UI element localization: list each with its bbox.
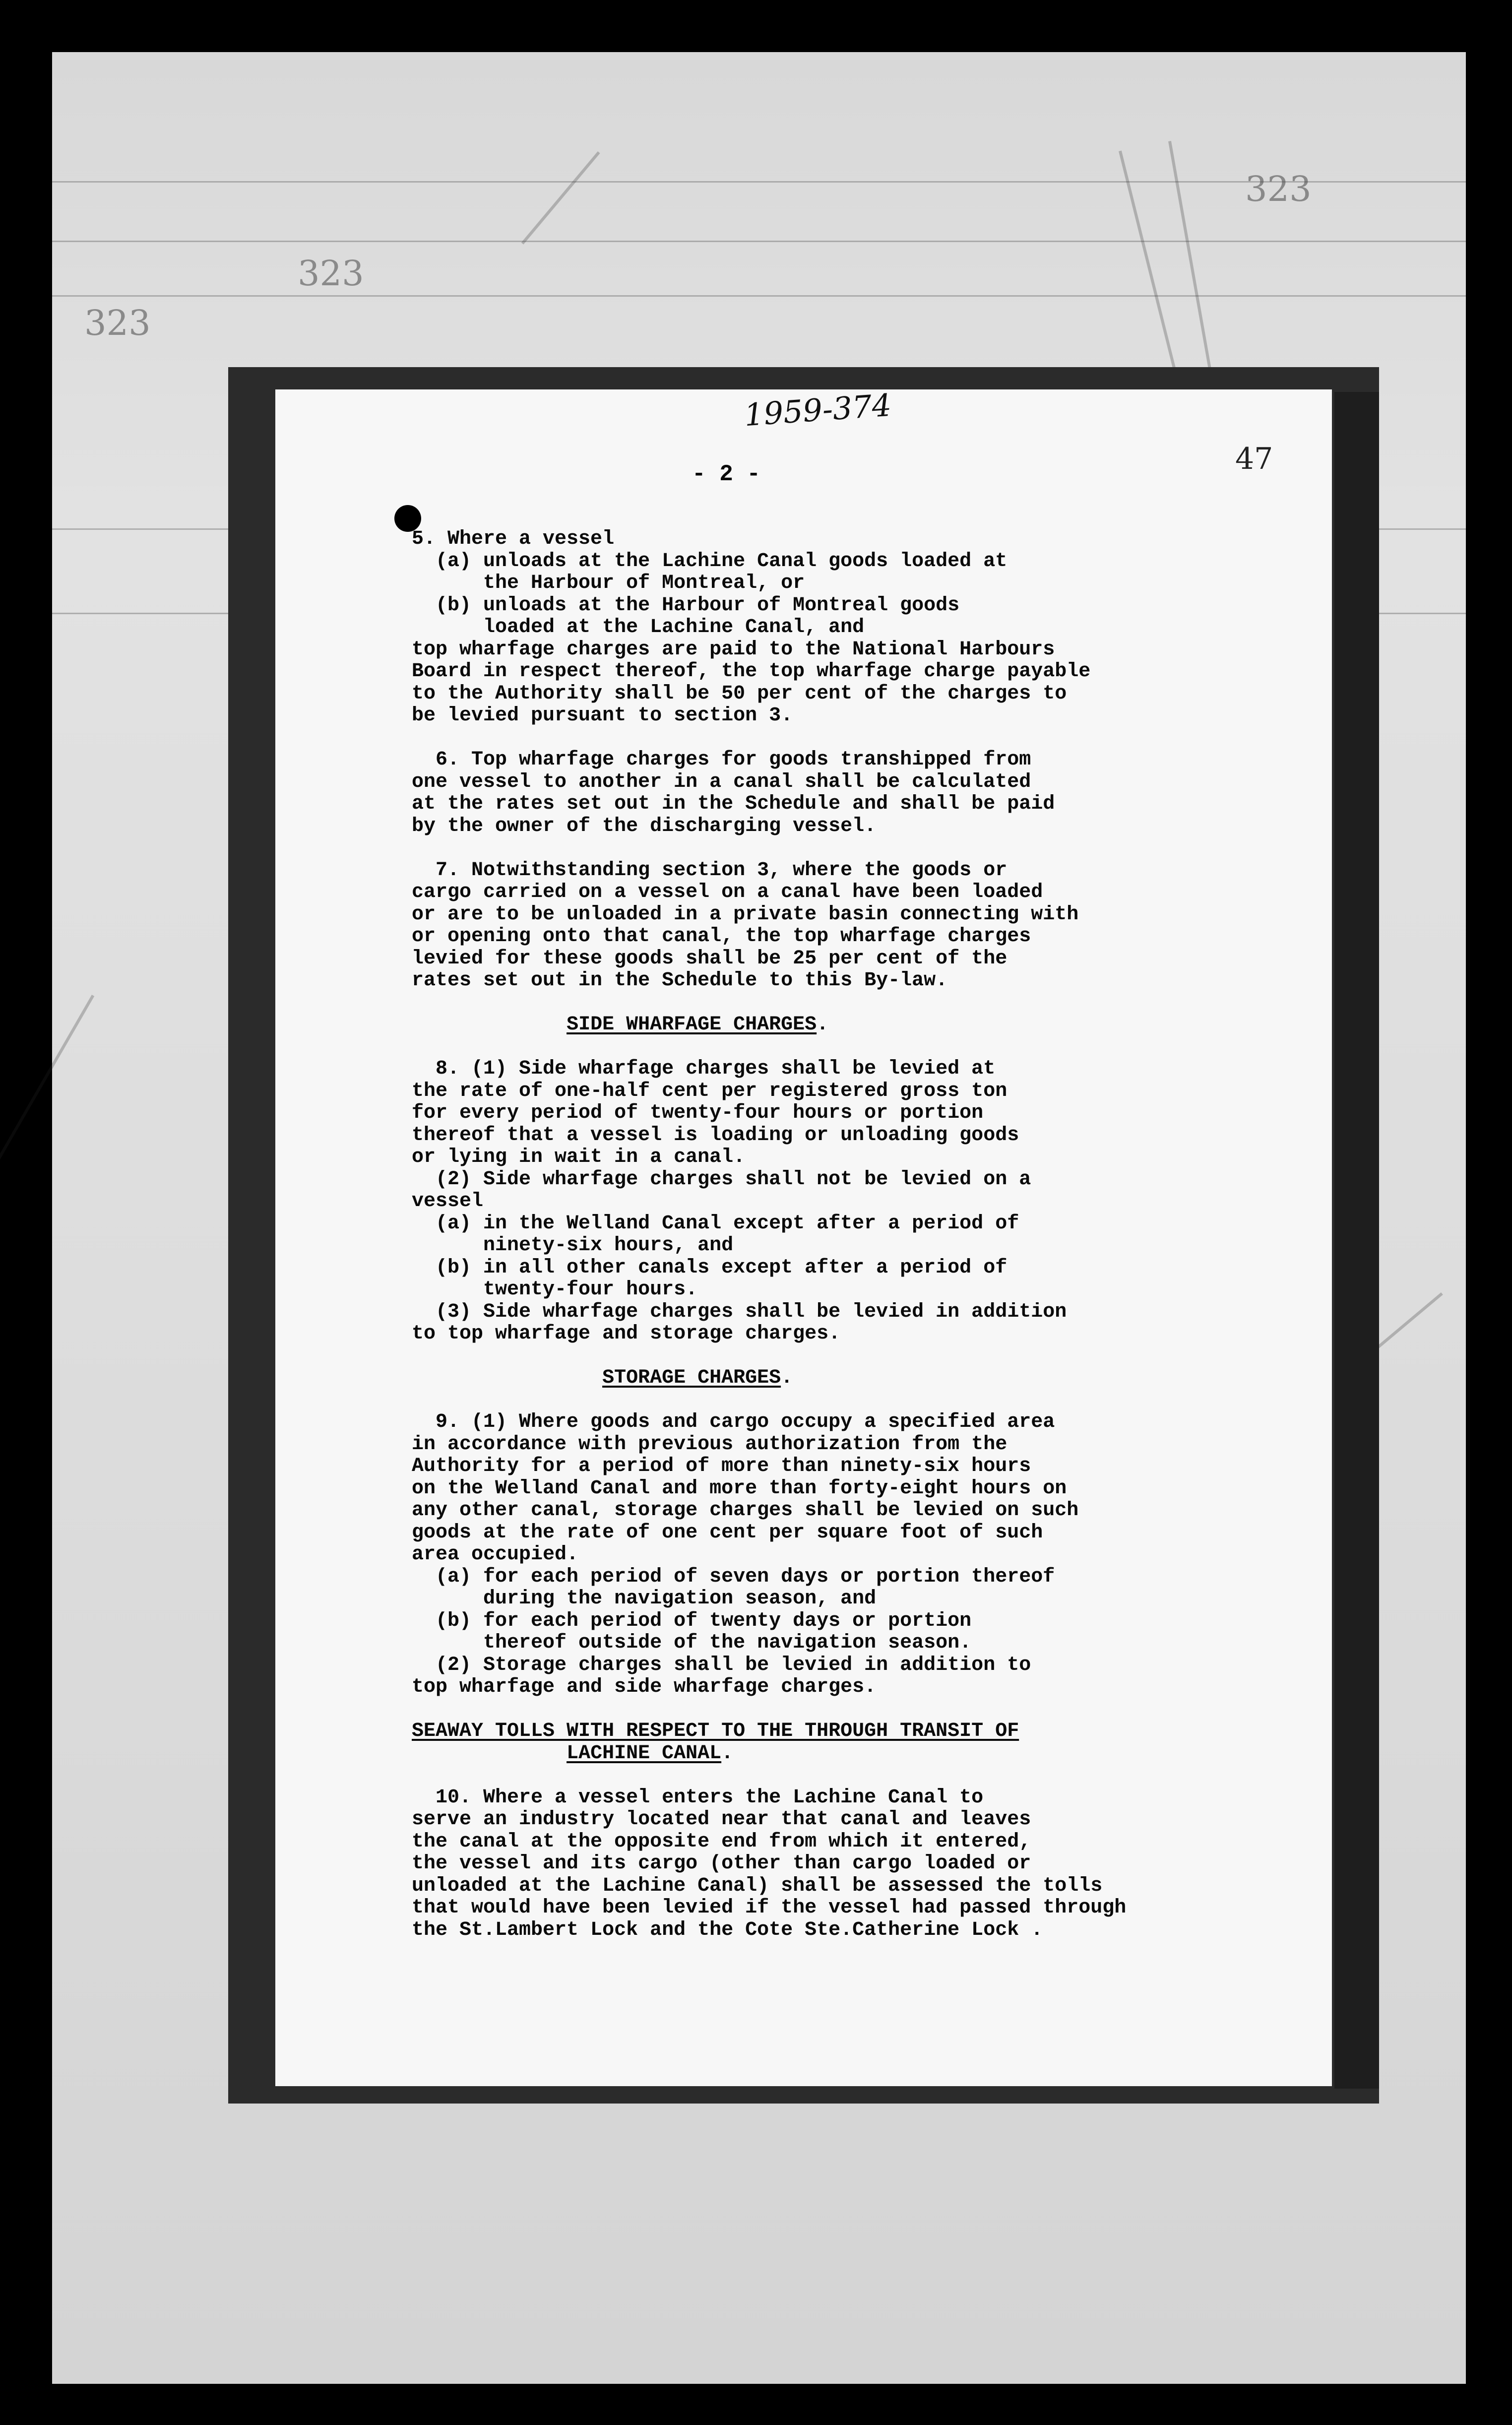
paragraph-gap (412, 1390, 1225, 1412)
text-line: by the owner of the discharging vessel. (412, 815, 877, 837)
section-heading (412, 1721, 1225, 1743)
text-line: on the Welland Canal and more than forty-eight hours on (412, 1477, 1067, 1500)
paragraph-gap (412, 1036, 1225, 1059)
text-line: 10. Where a vessel enters the Lachine Canal to (412, 1786, 984, 1809)
heading-text: LACHINE CANAL (567, 1742, 722, 1765)
text-line: (2) Side wharfage charges shall not be levied on a (412, 1168, 1031, 1191)
heading-text: STORAGE CHARGES (602, 1367, 781, 1389)
text-line: twenty-four hours. (412, 1278, 698, 1301)
text-line: Board in respect thereof, the top wharfage charge payable (412, 660, 1091, 683)
text-line: the vessel and its cargo (other than cargo loaded or (412, 1852, 1031, 1875)
paragraph-gap (412, 1765, 1225, 1787)
text-line: to the Authority shall be 50 per cent of the charges to (412, 682, 1067, 705)
text-line: rates set out in the Schedule to this By-law. (412, 969, 948, 992)
text-line: thereof outside of the navigation season. (412, 1632, 972, 1654)
text-line: be levied pursuant to section 3. (412, 704, 793, 727)
handwritten-reference: 1959-374 (743, 386, 893, 434)
heading-suffix: . (721, 1742, 734, 1765)
heading-text: SEAWAY TOLLS WITH RESPECT TO THE THROUGH TRANSIT OF (412, 1720, 1019, 1742)
section-heading (412, 1367, 1225, 1390)
text-line: (b) for each period of twenty days or portion (412, 1609, 972, 1632)
ruled-line (52, 295, 1466, 297)
scan-streak (521, 151, 600, 245)
text-line: during the navigation season, and (412, 1588, 877, 1610)
scan-streak (0, 995, 94, 1211)
text-line: thereof that a vessel is loading or unloading goods (412, 1124, 1019, 1147)
section-heading (412, 1743, 1225, 1765)
paragraph-gap (412, 1699, 1225, 1721)
text-line: one vessel to another in a canal shall be calculated (412, 770, 1031, 793)
text-line: 9. (1) Where goods and cargo occupy a specified area (412, 1411, 1055, 1433)
pencil-mark: 323 (1245, 169, 1312, 209)
section-heading (412, 1014, 1225, 1036)
text-line: that would have been levied if the vessel had passed through (412, 1897, 1127, 1919)
text-line: levied for these goods shall be 25 per cent of the (412, 947, 1008, 970)
scan-streak (1119, 151, 1182, 392)
page-shadow-edge (1334, 392, 1379, 2089)
stamp-number: 47 (1235, 442, 1273, 476)
paragraph-gap (412, 727, 1225, 750)
text-line: 6. Top wharfage charges for goods transhipped from (412, 749, 1031, 771)
text-line: serve an industry located near that canal and leaves (412, 1808, 1031, 1831)
text-line: cargo carried on a vessel on a canal have been loaded (412, 881, 1043, 903)
paragraph-gap (412, 992, 1225, 1015)
paragraph-gap (412, 837, 1225, 860)
text-line: (3) Side wharfage charges shall be levied in addition (412, 1300, 1067, 1323)
document-body (412, 528, 1225, 1941)
text-line: (b) in all other canals except after a period of (412, 1256, 1008, 1279)
paragraph-gap (412, 1345, 1225, 1368)
text-line: top wharfage and side wharfage charges. (412, 1676, 877, 1698)
pencil-mark: 323 (84, 303, 151, 343)
text-line: Authority for a period of more than ninety-six hours (412, 1455, 1031, 1477)
text-line: at the rates set out in the Schedule and shall be paid (412, 793, 1055, 815)
text-line: 7. Notwithstanding section 3, where the goods or (412, 859, 1008, 882)
heading-text: SIDE WHARFAGE CHARGES (567, 1014, 817, 1036)
ruled-line (52, 241, 1466, 242)
text-line: the rate of one-half cent per registered gross ton (412, 1080, 1008, 1102)
text-line: any other canal, storage charges shall be levied on such (412, 1499, 1079, 1522)
text-line: (a) in the Welland Canal except after a period of (412, 1212, 1019, 1235)
text-line: to top wharfage and storage charges. (412, 1323, 841, 1345)
text-line: vessel (412, 1190, 484, 1212)
page-header: - 2 - (692, 461, 761, 487)
text-line: (a) unloads at the Lachine Canal goods loaded at (412, 550, 1008, 573)
text-line: the canal at the opposite end from which it entered, (412, 1830, 1031, 1853)
text-line: or lying in wait in a canal. (412, 1146, 746, 1168)
text-line: (2) Storage charges shall be levied in addition to (412, 1654, 1031, 1676)
heading-suffix: . (781, 1367, 793, 1389)
text-line: for every period of twenty-four hours or portion (412, 1102, 984, 1124)
text-line: or opening onto that canal, the top wharfage charges (412, 925, 1031, 948)
text-line: ninety-six hours, and (412, 1234, 734, 1257)
text-line: or are to be unloaded in a private basin connecting with (412, 903, 1079, 926)
text-line: area occupied. (412, 1543, 579, 1566)
text-line: the Harbour of Montreal, or (412, 572, 805, 594)
text-line: 5. Where a vessel (412, 528, 615, 550)
text-line: top wharfage charges are paid to the National Harbours (412, 638, 1055, 661)
text-line: loaded at the Lachine Canal, and (412, 616, 865, 638)
text-line: (a) for each period of seven days or portion thereof (412, 1565, 1055, 1588)
text-line: in accordance with previous authorization from the (412, 1433, 1008, 1456)
heading-suffix: . (817, 1014, 829, 1036)
text-line: unloaded at the Lachine Canal) shall be assessed the tolls (412, 1874, 1103, 1897)
text-line: (b) unloads at the Harbour of Montreal goods (412, 594, 960, 617)
text-line: 8. (1) Side wharfage charges shall be levied at (412, 1058, 996, 1080)
text-line: the St.Lambert Lock and the Cote Ste.Catherine Lock . (412, 1918, 1043, 1941)
text-line: goods at the rate of one cent per square foot of such (412, 1521, 1043, 1544)
pencil-mark: 323 (298, 253, 364, 294)
